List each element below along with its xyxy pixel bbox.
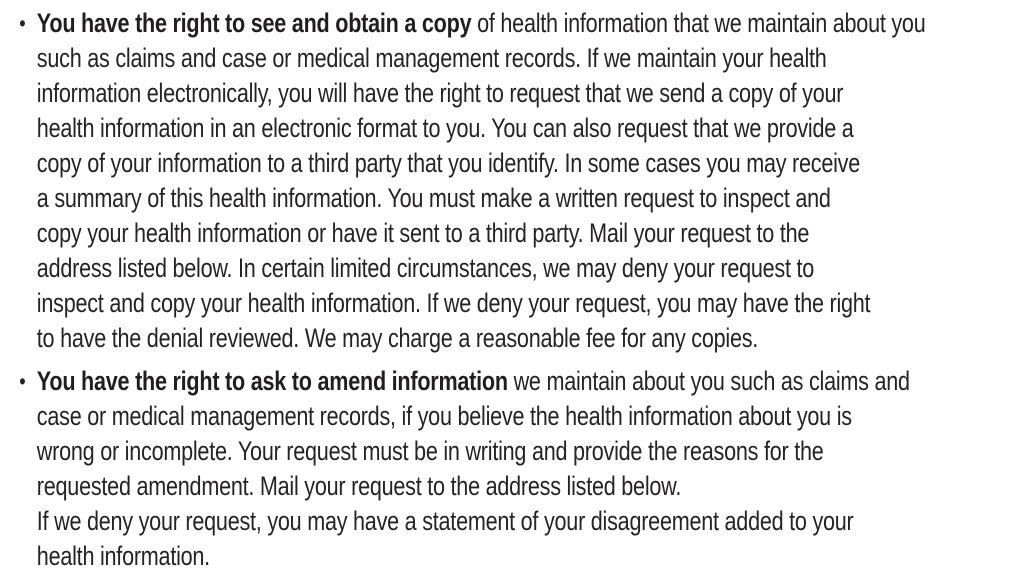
line-text: If we deny your request, you may have a statement of your disagreement added to your (36, 506, 854, 536)
line-text: copy your health information or have it sent to a third party. Mail your request to the (36, 218, 810, 248)
bullet-line (37, 286, 1024, 321)
bullet-line (37, 41, 1024, 76)
line-text: address listed below. In certain limited circumstances, we may deny your request to (36, 253, 815, 283)
line-text: copy of your information to a third party that you identify. In some cases you may receive (36, 148, 861, 178)
bullet-line (37, 251, 1024, 286)
bullet-item (19, 364, 1024, 574)
line-text: wrong or incomplete. Your request must be in writing and provide the reasons for the (36, 436, 824, 466)
bullet-line (37, 504, 1024, 539)
bullet-line (37, 6, 1024, 41)
bullet-line (37, 146, 1024, 181)
line-text: requested amendment. Mail your request to the address listed below. (36, 471, 682, 501)
bullet-line (37, 434, 1024, 469)
bullet-line (37, 469, 1024, 504)
bullet-line (37, 111, 1024, 146)
line-text: of health information that we maintain about you (471, 8, 926, 38)
bold-lead-text: You have the right to see and obtain a copy (36, 8, 472, 38)
bullet-line (37, 321, 1024, 356)
line-text: health information in an electronic format to you. You can also request that we provide a (36, 113, 854, 143)
bullet-lines (37, 364, 1024, 574)
bullet-marker-icon: • (19, 368, 26, 394)
line-text: we maintain about you such as claims and (507, 366, 910, 396)
line-text: case or medical management records, if you believe the health information about you is (36, 401, 852, 431)
bullet-line (37, 364, 1024, 399)
bullet-item (19, 6, 1024, 356)
bullet-line (37, 216, 1024, 251)
bullet-list (19, 6, 1024, 574)
bold-lead-text: You have the right to ask to amend information (36, 366, 508, 396)
bullet-lines (37, 6, 1024, 356)
bullet-line (37, 181, 1024, 216)
line-text: health information. (36, 541, 210, 571)
line-text: such as claims and case or medical management records. If we maintain your health (36, 43, 827, 73)
bullet-line (37, 539, 1024, 574)
line-text: to have the denial reviewed. We may charge a reasonable fee for any copies. (36, 323, 759, 353)
bullet-line (37, 76, 1024, 111)
line-text: information electronically, you will have the right to request that we send a copy of your (36, 78, 844, 108)
line-text: a summary of this health information. You must make a written request to inspect and (36, 183, 831, 213)
line-text: inspect and copy your health information. If we deny your request, you may have the right (36, 288, 871, 318)
bullet-marker-icon: • (19, 10, 26, 36)
bullet-line (37, 399, 1024, 434)
